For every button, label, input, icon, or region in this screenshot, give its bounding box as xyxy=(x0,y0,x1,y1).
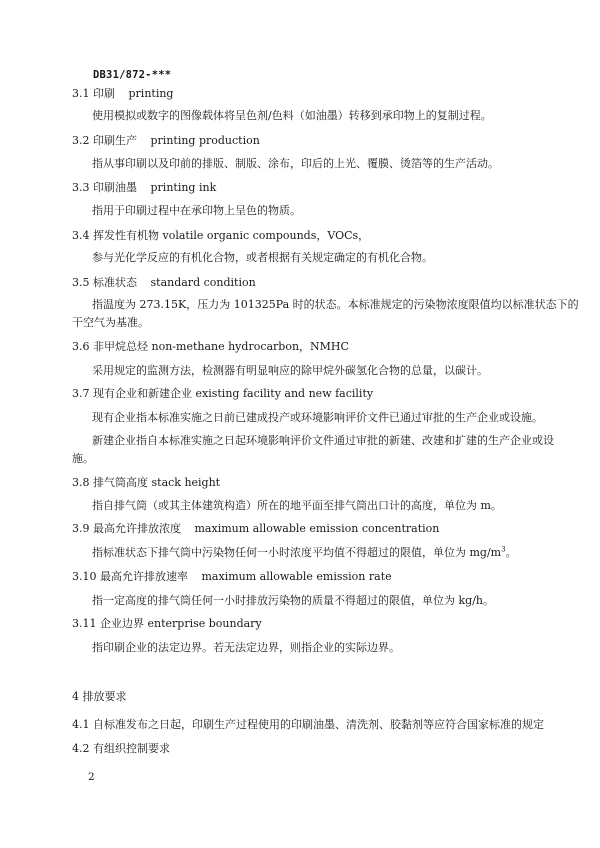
definition-3-7-new-line2: 施。 xyxy=(72,452,94,465)
section-4-title: 4 排放要求 xyxy=(72,690,127,703)
definition-3-2: 指从事印刷以及印前的排版、制版、涂布，印后的上光、覆膜、烫箔等的生产活动。 xyxy=(92,157,499,170)
term-zh: 非甲烷总烃 xyxy=(93,340,148,353)
term-number: 3.5 xyxy=(72,276,90,289)
term-en: enterprise boundary xyxy=(147,617,262,630)
term-number: 3.8 xyxy=(72,476,90,489)
definition-3-6: 采用规定的监测方法，检测器有明显响应的除甲烷外碳氢化合物的总量，以碳计。 xyxy=(92,364,488,377)
term-zh: 企业边界 xyxy=(100,617,144,630)
definition-3-7-existing: 现有企业指本标准实施之日前已建成投产或环境影响评价文件已通过审批的生产企业或设施。 xyxy=(92,411,543,424)
definition-3-10: 指一定高度的排气筒任何一小时排放污染物的质量不得超过的限值，单位为 kg/h。 xyxy=(92,594,494,607)
term-en: printing production xyxy=(150,134,260,147)
clause-4-1: 4.1 自标准发布之日起，印刷生产过程使用的印刷油墨、清洗剂、胶黏剂等应符合国家标准的规定 xyxy=(72,718,544,731)
superscript: 3 xyxy=(501,545,506,554)
term-number: 3.2 xyxy=(72,134,90,147)
term-3-3 xyxy=(72,181,216,195)
term-3-4 xyxy=(72,229,369,243)
definition-3-3: 指用于印刷过程中在承印物上呈色的物质。 xyxy=(92,204,301,217)
term-number: 3.6 xyxy=(72,340,90,353)
definition-3-8: 指自排气筒（或其主体建筑构造）所在的地平面至排气筒出口计的高度，单位为 m。 xyxy=(92,499,502,512)
term-en: non-methane hydrocarbon，NMHC xyxy=(151,340,349,353)
term-3-6 xyxy=(72,340,349,354)
term-3-5 xyxy=(72,276,256,290)
term-number: 3.7 xyxy=(72,387,90,400)
definition-3-11: 指印刷企业的法定边界。若无法定边界，则指企业的实际边界。 xyxy=(92,641,400,654)
term-number: 3.4 xyxy=(72,229,90,242)
term-en: maximum allowable emission rate xyxy=(201,570,392,583)
term-en: stack height xyxy=(151,476,221,489)
term-en: maximum allowable emission concentration xyxy=(194,522,440,535)
term-number: 3.10 xyxy=(72,570,97,583)
term-3-8 xyxy=(72,476,220,490)
term-number: 3.1 xyxy=(72,87,90,100)
term-zh: 挥发性有机物 xyxy=(93,229,159,242)
term-3-10 xyxy=(72,570,392,584)
term-zh: 最高允许排放浓度 xyxy=(93,522,181,535)
definition-3-9 xyxy=(92,546,517,560)
definition-3-7-new-line1: 新建企业指自本标准实施之日起环境影响评价文件通过审批的新建、改建和扩建的生产企业或设 xyxy=(92,434,554,447)
term-zh: 印刷油墨 xyxy=(93,181,137,194)
term-3-11 xyxy=(72,617,262,631)
definition-3-5-line2: 干空气为基准。 xyxy=(72,316,149,329)
term-number: 3.3 xyxy=(72,181,90,194)
definition-tail: 。 xyxy=(505,546,517,559)
term-3-2 xyxy=(72,134,260,148)
term-zh: 标准状态 xyxy=(93,276,137,289)
definition-3-4: 参与光化学反应的有机化合物，或者根据有关规定确定的有机化合物。 xyxy=(92,251,433,264)
term-zh: 印刷生产 xyxy=(93,134,137,147)
term-zh: 排气筒高度 xyxy=(93,476,148,489)
term-3-7 xyxy=(72,387,373,401)
definition-3-5-line1: 指温度为 273.15K，压力为 101325Pa 时的状态。本标准规定的污染物浓度限值均以标准状态下的 xyxy=(92,298,579,311)
term-3-9 xyxy=(72,522,439,536)
term-number: 3.9 xyxy=(72,522,90,535)
definition-text: 指标准状态下排气筒中污染物任何一小时浓度平均值不得超过的限值，单位为 mg/m xyxy=(92,546,502,559)
term-zh: 现有企业和新建企业 xyxy=(93,387,192,400)
term-en: printing ink xyxy=(150,181,217,194)
definition-3-1: 使用模拟或数字的图像载体将呈色剂/色料（如油墨）转移到承印物上的复制过程。 xyxy=(92,109,492,122)
clause-4-2: 4.2 有组织控制要求 xyxy=(72,742,170,755)
term-en: existing facility and new facility xyxy=(195,387,374,400)
document-code: DB31/872-*** xyxy=(93,69,172,81)
page-number: 2 xyxy=(88,771,95,783)
term-en: volatile organic compounds，VOCs， xyxy=(162,229,370,242)
term-en: printing xyxy=(128,87,174,100)
term-zh: 印刷 xyxy=(93,87,115,100)
term-3-1 xyxy=(72,87,173,101)
term-number: 3.11 xyxy=(72,617,97,630)
term-zh: 最高允许排放速率 xyxy=(100,570,188,583)
term-en: standard condition xyxy=(150,276,256,289)
